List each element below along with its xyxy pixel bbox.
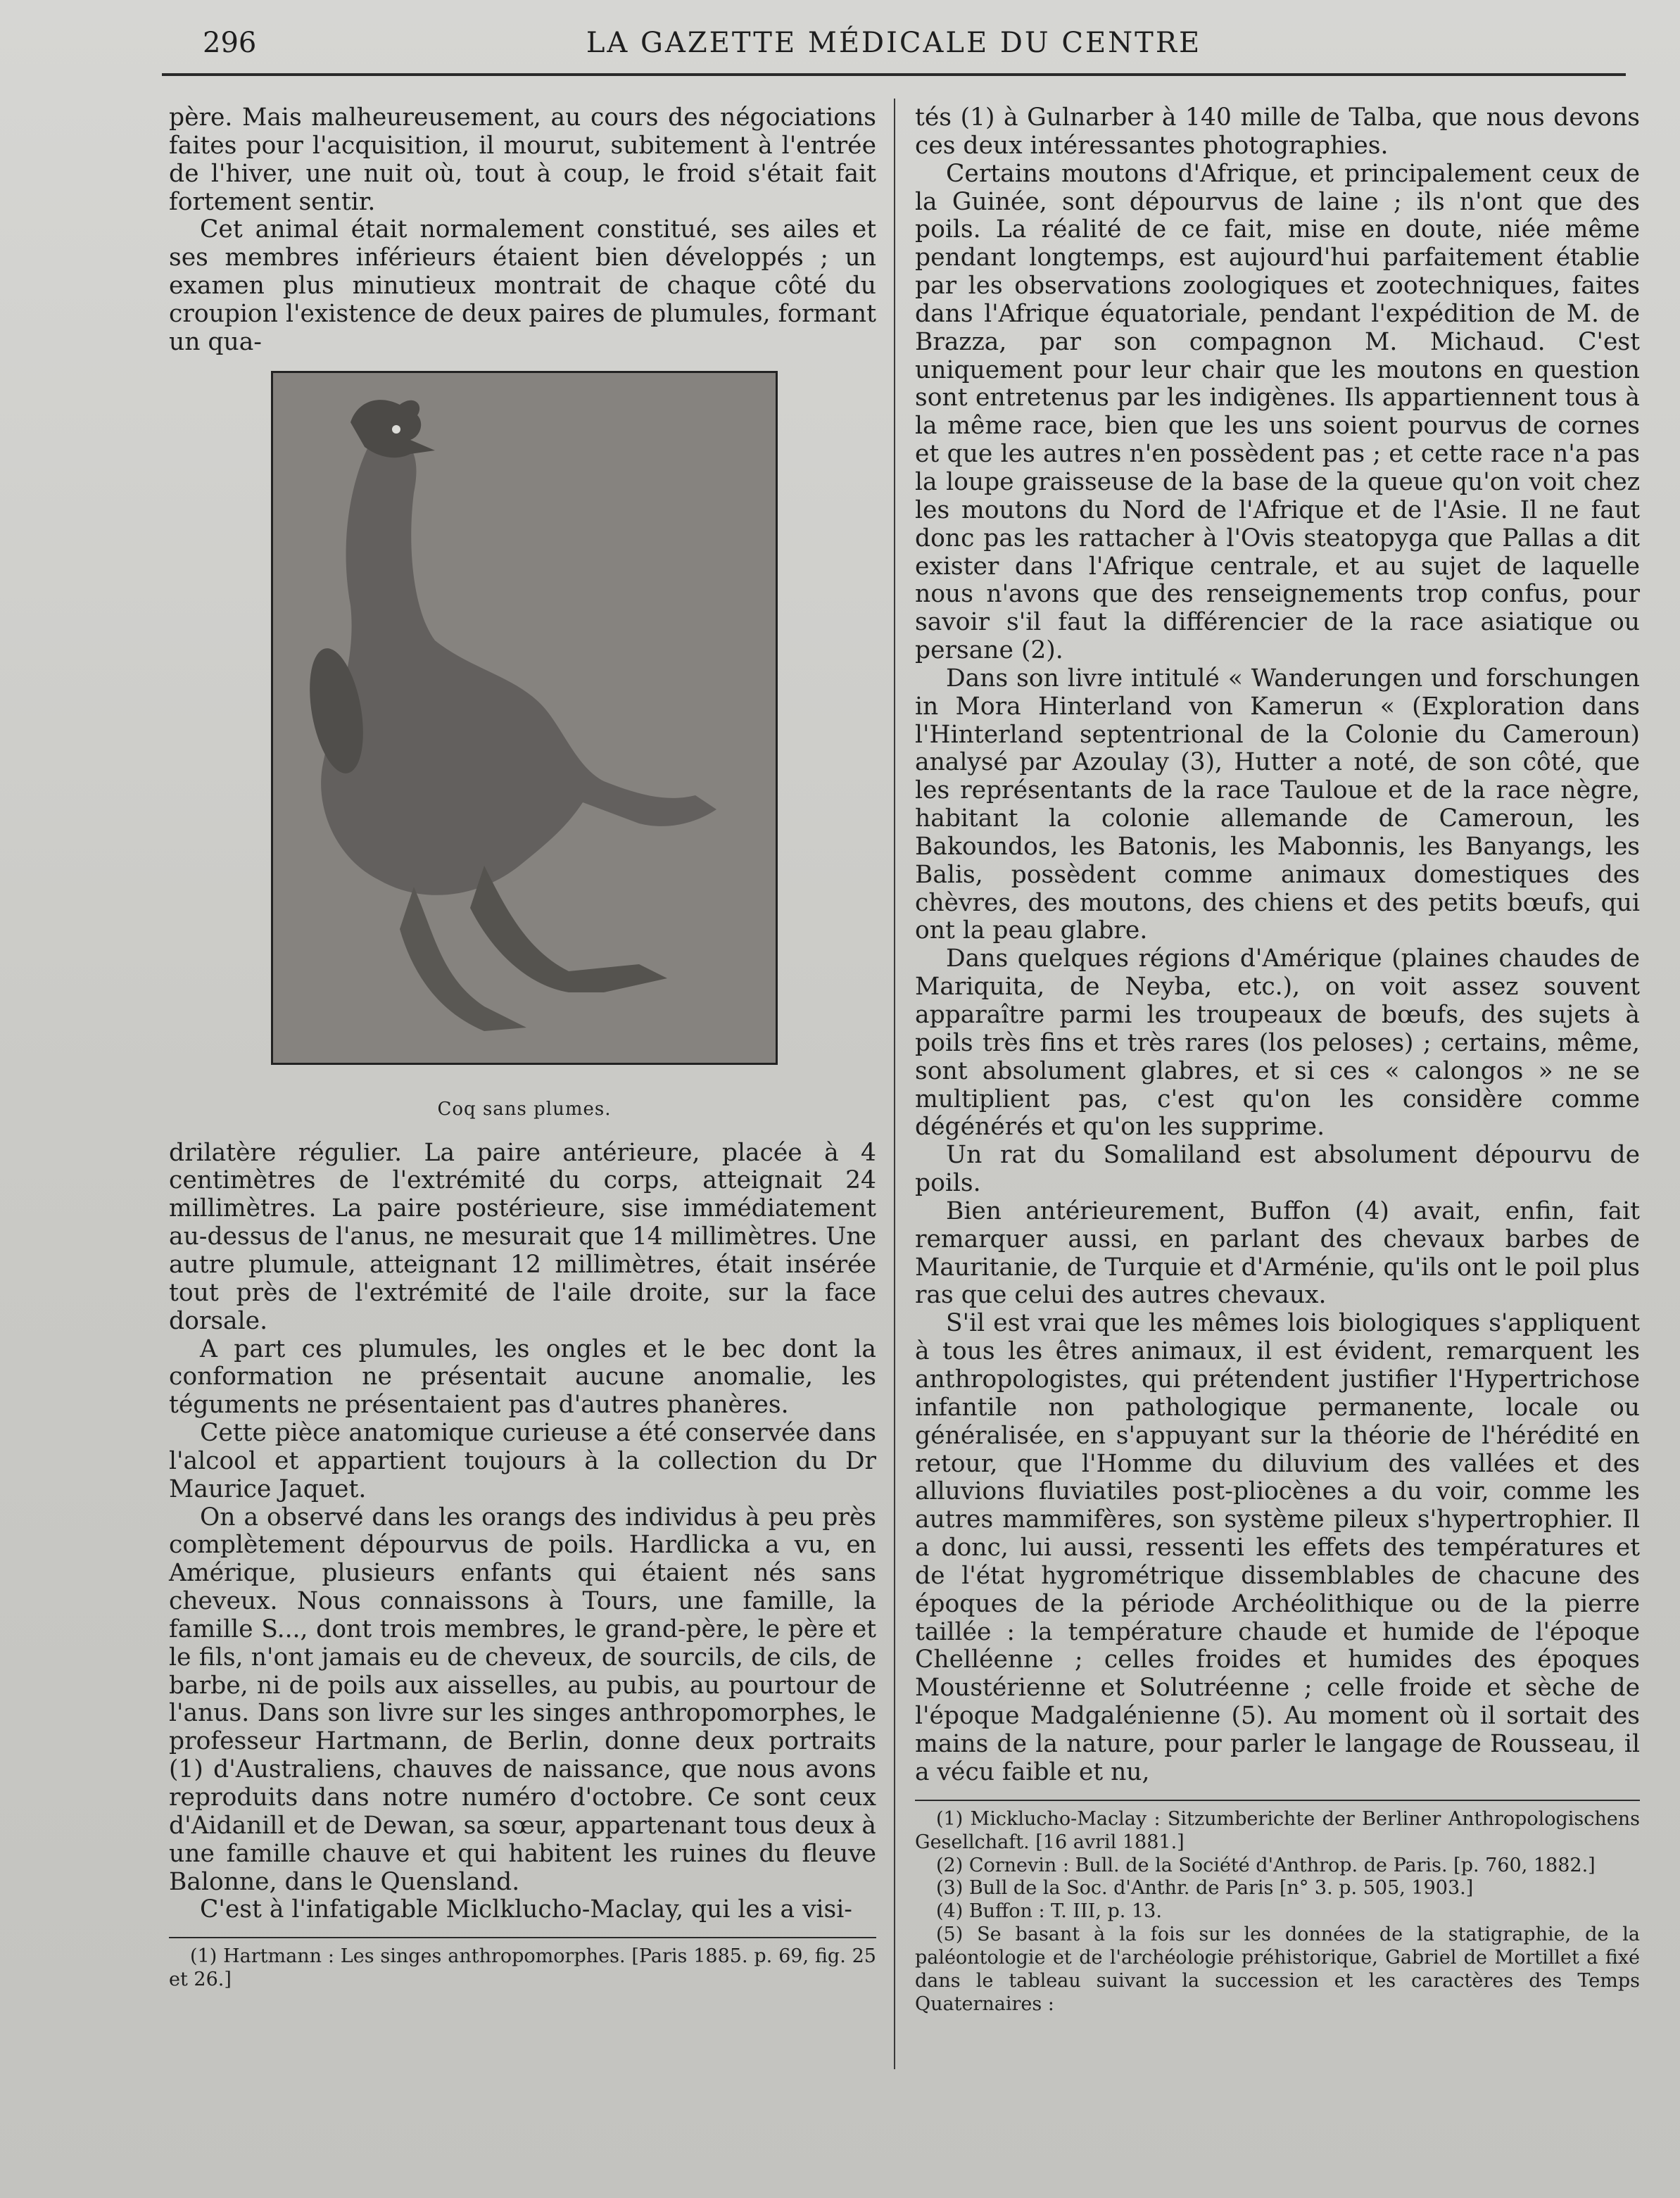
paragraph: Un rat du Somaliland est absolument dépourvu de poils. — [915, 1141, 1640, 1198]
footnote-rule — [169, 1937, 876, 1938]
paragraph: C'est à l'infatigable Miclklucho-Maclay, qui les a visi- — [200, 1895, 852, 1924]
paragraph: tés (1) à Gulnarber à 140 mille de Talba, que nous devons ces deux intéressantes photographies. — [915, 103, 1640, 160]
rooster-illustration — [273, 373, 776, 1063]
paragraph: Cette pièce anatomique curieuse a été conservée dans l'alcool et appartient toujours à la collection du Dr Maurice Jaquet. — [169, 1419, 876, 1503]
paragraph: Cet animal était normalement constitué, ses ailes et ses membres inférieurs étaient bien développés ; un examen plus minutieux montrait de chaque côté du croupion l'existence de deux paires de plumules, formant un qua- — [169, 215, 876, 356]
paragraph: drilatère régulier. La paire antérieure, placée à 4 centimètres de l'extrémité du corps, atteignait 24 millimètres. La paire postérieure, sise immédiatement au-dessus de l'anus, ne mesurait que 14 millimètres. Une autre plumule, atteignant 12 millimètres, était insérée tout près de l'extrémité de l'aile droite, sur la face dorsale. — [169, 1138, 876, 1335]
paragraph: Certains moutons d'Afrique, et principalement ceux de la Guinée, sont dépourvus de laine ; ils n'ont que des poils. La réalité de ce fait, mise en doute, niée même pendant longtemps, est aujourd'hui parfaitement établie par les observations zoologiques et zootechniques, faites dans l'Afrique équatoriale, pendant l'expédition de M. de Brazza, par son compagnon M. Michaud. C'est uniquement pour leur chair que les moutons en question sont entretenus par les indigènes. Ils appartiennent tous à la même race, bien que les uns soient pourvus de cornes et que les autres n'en possèdent pas ; et cette race n'a pas la loupe graisseuse de la base de la queue qu'on voit chez les moutons du Nord de l'Afrique et de l'Asie. Il ne faut donc pas les rattacher à l'Ovis steatopyga que Pallas a dit exister dans l'Afrique centrale, et au sujet de laquelle nous n'avons que des renseignements trop confus, pour savoir s'il faut la différencier de la race asiatique ou persane (2). — [915, 159, 1640, 665]
column-divider — [894, 99, 895, 2069]
paragraph: On a observé dans les orangs des individus à peu près complètement dépourvus de poils. Hardlicka a vu, en Amérique, plusieurs enfants qui étaient nés sans cheveux. Nous connaissons à Tours, une famille, la famille S..., dont trois membres, le grand-père, le père et le fils, n'ont jamais eu de cheveux, de sourcils, de cils, de barbe, ni de poils aux aisselles, au pubis, au pourtour de l'anus. Dans son livre sur les singes anthropomorphes, le professeur Hartmann, de Berlin, donne deux portraits (1) d'Australiens, chauves de naissance, que nous avons reproduits dans notre numéro d'octobre. Ce sont ceux d'Aidanill et de Dewan, sa sœur, appartenant tous deux à une famille chauve et qui habitent les ruines du fleuve Balonne, dans le Quensland. — [169, 1503, 876, 1896]
paragraph: Dans son livre intitulé « Wanderungen und forschungen in Mora Hinterland von Kamerun « (Exploration dans l'Hinterland septentrional de la Colonie du Cameroun) analysé par Azoulay (3), Hutter a noté, de son côté, que les représentants de la race Tauloue et de la race nègre, habitant la colonie allemande de Cameroun, les Bakoundos, les Batonis, les Mabonnis, les Banyangs, les Balis, possèdent comme animaux domestiques des chèvres, des moutons, des chiens et des petits bœufs, qui ont la peau glabre. — [915, 664, 1640, 945]
footnote-rule — [915, 1800, 1640, 1801]
page-number: 296 — [203, 27, 257, 59]
page-header — [162, 27, 1626, 63]
rooster-photo — [271, 371, 778, 1065]
running-title: LA GAZETTE MÉDICALE DU CENTRE — [586, 27, 1202, 59]
paragraph: père. Mais malheureusement, au cours des négociations faites pour l'acquisition, il mourut, subitement à l'entrée de l'hiver, une nuit où, tout à coup, le froid s'était fait fortement sentir. — [169, 103, 876, 216]
footnote: (4) Buffon : T. III, p. 13. — [936, 1900, 1162, 1923]
left-column — [169, 104, 876, 1992]
figure — [271, 371, 778, 1120]
paragraph: Bien antérieurement, Buffon (4) avait, enfin, fait remarquer aussi, en parlant des chevaux barbes de Mauritanie, de Turquie et d'Arménie, qu'ils ont le poil plus ras que celui des autres chevaux. — [915, 1196, 1640, 1310]
footnote: (2) Cornevin : Bull. de la Société d'Anthrop. de Paris. [p. 760, 1882.] — [936, 1854, 1596, 1876]
right-column — [915, 104, 1640, 2016]
footnotes-left — [169, 1945, 876, 1992]
footnote: (3) Bull de la Soc. d'Anthr. de Paris [n° 3. p. 505, 1903.] — [936, 1877, 1474, 1900]
footnotes-right — [915, 1808, 1640, 2016]
paragraph: S'il est vrai que les mêmes lois biologiques s'appliquent à tous les êtres animaux, il est évident, remarquent les anthropologistes, qui prétendent justifier l'Hypertrichose infantile non pathologique permanente, locale ou généralisée, en s'appuyant sur la théorie de l'hérédité en retour, que l'Homme du diluvium des vallées et des alluvions fluviatiles post-pliocènes a du voir, comme les autres mammifères, son système pileux s'hypertrophier. Il a donc, lui aussi, ressenti les effets des températures et de l'état hygrométrique dissemblables de chacune des époques de la période Archéolithique ou de la pierre taillée : la température chaude et humide de l'époque Chelléenne ; celles froides et humides des époques Moustérienne et Solutréenne ; celle froide et sèche de l'époque Madgalénienne (5). Au moment où il sortait des mains de la nature, pour parler le langage de Rousseau, il a vécu faible et nu, — [915, 1309, 1640, 1786]
figure-caption: Coq sans plumes. — [437, 1098, 612, 1120]
footnote: (5) Se basant à la fois sur les données de la statigraphie, de la paléontologie et de l'archéologie préhistorique, Gabriel de Mortillet a fixé dans le tableau suivant la succession et les caractères des Temps Quaternaires : — [915, 1924, 1640, 2016]
header-rule — [162, 73, 1626, 76]
paragraph: A part ces plumules, les ongles et le bec dont la conformation ne présentait aucune anomalie, les téguments ne présentaient pas d'autres phanères. — [169, 1334, 876, 1420]
paragraph: Dans quelques régions d'Amérique (plaines chaudes de Mariquita, de Neyba, etc.), on voit assez souvent apparaître parmi les troupeaux de bœufs, des sujets à poils très fins et très rares (los peloses) ; certains, même, sont absolument glabres, et si ces « calongos » ne se multiplient pas, c'est qu'on les considère comme dégénérés et qu'on les supprime. — [915, 945, 1640, 1142]
footnote: (1) Micklucho-Maclay : Sitzumberichte der Berliner Anthropologischens Gesellchaft. [16 avril 1881.] — [915, 1807, 1640, 1853]
footnote: (1) Hartmann : Les singes anthropomorphes. [Paris 1885. p. 69, fig. 25 et 26.] — [169, 1945, 876, 1991]
